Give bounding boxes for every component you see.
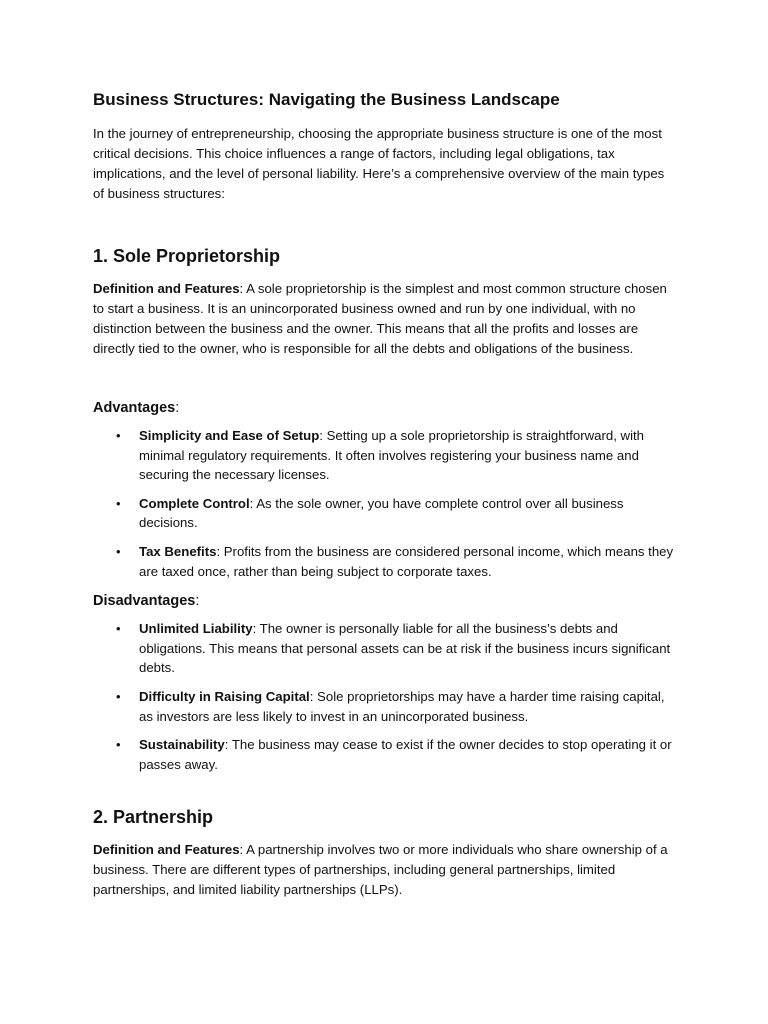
advantages-label: Advantages	[93, 400, 176, 416]
bullet-icon: •	[116, 543, 121, 559]
list-item	[116, 542, 675, 581]
document-title: Business Structures: Navigating the Business Landscape	[93, 90, 560, 109]
list-item-term: Sustainability	[139, 737, 225, 753]
definition-paragraph	[93, 840, 675, 900]
section-heading-partnership: 2. Partnership	[93, 807, 214, 828]
section-heading-sole-proprietorship: 1. Sole Proprietorship	[93, 246, 281, 266]
list-item-term: Complete Control	[139, 495, 250, 511]
list-item-text: : Sole proprietorships may have a harder time raising capital, as investors are less likely to invest in an unincorporated business.	[139, 688, 665, 724]
bullet-icon: •	[116, 621, 121, 637]
disadvantages-list	[93, 619, 675, 774]
disadvantages-label: Disadvantages	[93, 593, 196, 610]
advantages-list	[93, 426, 675, 581]
list-item-text: : Setting up a sole proprietorship is straightforward, with minimal regulatory requirements. It often involves registering your business name and securing the necessary licenses.	[139, 428, 644, 483]
definition-label: Definition and Features	[93, 281, 240, 296]
colon: :	[175, 400, 180, 416]
section-partnership	[93, 804, 675, 900]
list-item-text: : Profits from the business are considered personal income, which means they are taxed once, rather than being subject to corporate taxes.	[139, 543, 674, 579]
list-item-text: : The owner is personally liable for all the business’s debts and obligations. This means that personal assets can be at risk if the business incurs significant debts.	[139, 621, 671, 676]
intro-paragraph: In the journey of entrepreneurship, choosing the appropriate business structure is one of the most critical decisions. This choice influences a range of factors, including legal obligations, tax implications, and the level of personal liability. Here’s a comprehensive overview of the main types of business structures:	[93, 126, 665, 201]
list-item-text: : As the sole owner, you have complete control over all business decisions.	[139, 495, 624, 531]
list-item-term: Unlimited Liability	[139, 621, 253, 637]
definition-paragraph	[93, 279, 675, 359]
colon: :	[195, 593, 200, 610]
list-item	[116, 619, 675, 678]
list-item-term: Simplicity and Ease of Setup	[139, 428, 320, 443]
bullet-icon: •	[116, 428, 121, 443]
definition-label: Definition and Features	[93, 842, 240, 858]
disadvantages-heading	[93, 590, 675, 612]
advantages-heading	[93, 397, 675, 419]
list-item	[116, 426, 675, 485]
bullet-icon: •	[116, 495, 121, 511]
list-item-text: : The business may cease to exist if the owner decides to stop operating it or passes away.	[139, 737, 672, 772]
definition-text: : A partnership involves two or more individuals who share ownership of a business. There are different types of partnerships, including general partnerships, limited partnerships, and limited liability partnerships (LLPs).	[93, 842, 668, 898]
list-item-term: Tax Benefits	[139, 543, 217, 559]
list-item	[116, 735, 675, 774]
bullet-icon: •	[116, 737, 121, 753]
bullet-icon: •	[116, 688, 121, 704]
definition-text: : A sole proprietorship is the simplest and most common structure chosen to start a business. It is an unincorporated business owned and run by one individual, with no distinction between the business and the owner. This means that all the profits and losses are directly tied to the owner, who is responsible for all the debts and obligations of the business.	[93, 281, 667, 356]
list-item-term: Difficulty in Raising Capital	[139, 688, 310, 704]
list-item	[116, 494, 675, 533]
list-item	[116, 687, 675, 726]
